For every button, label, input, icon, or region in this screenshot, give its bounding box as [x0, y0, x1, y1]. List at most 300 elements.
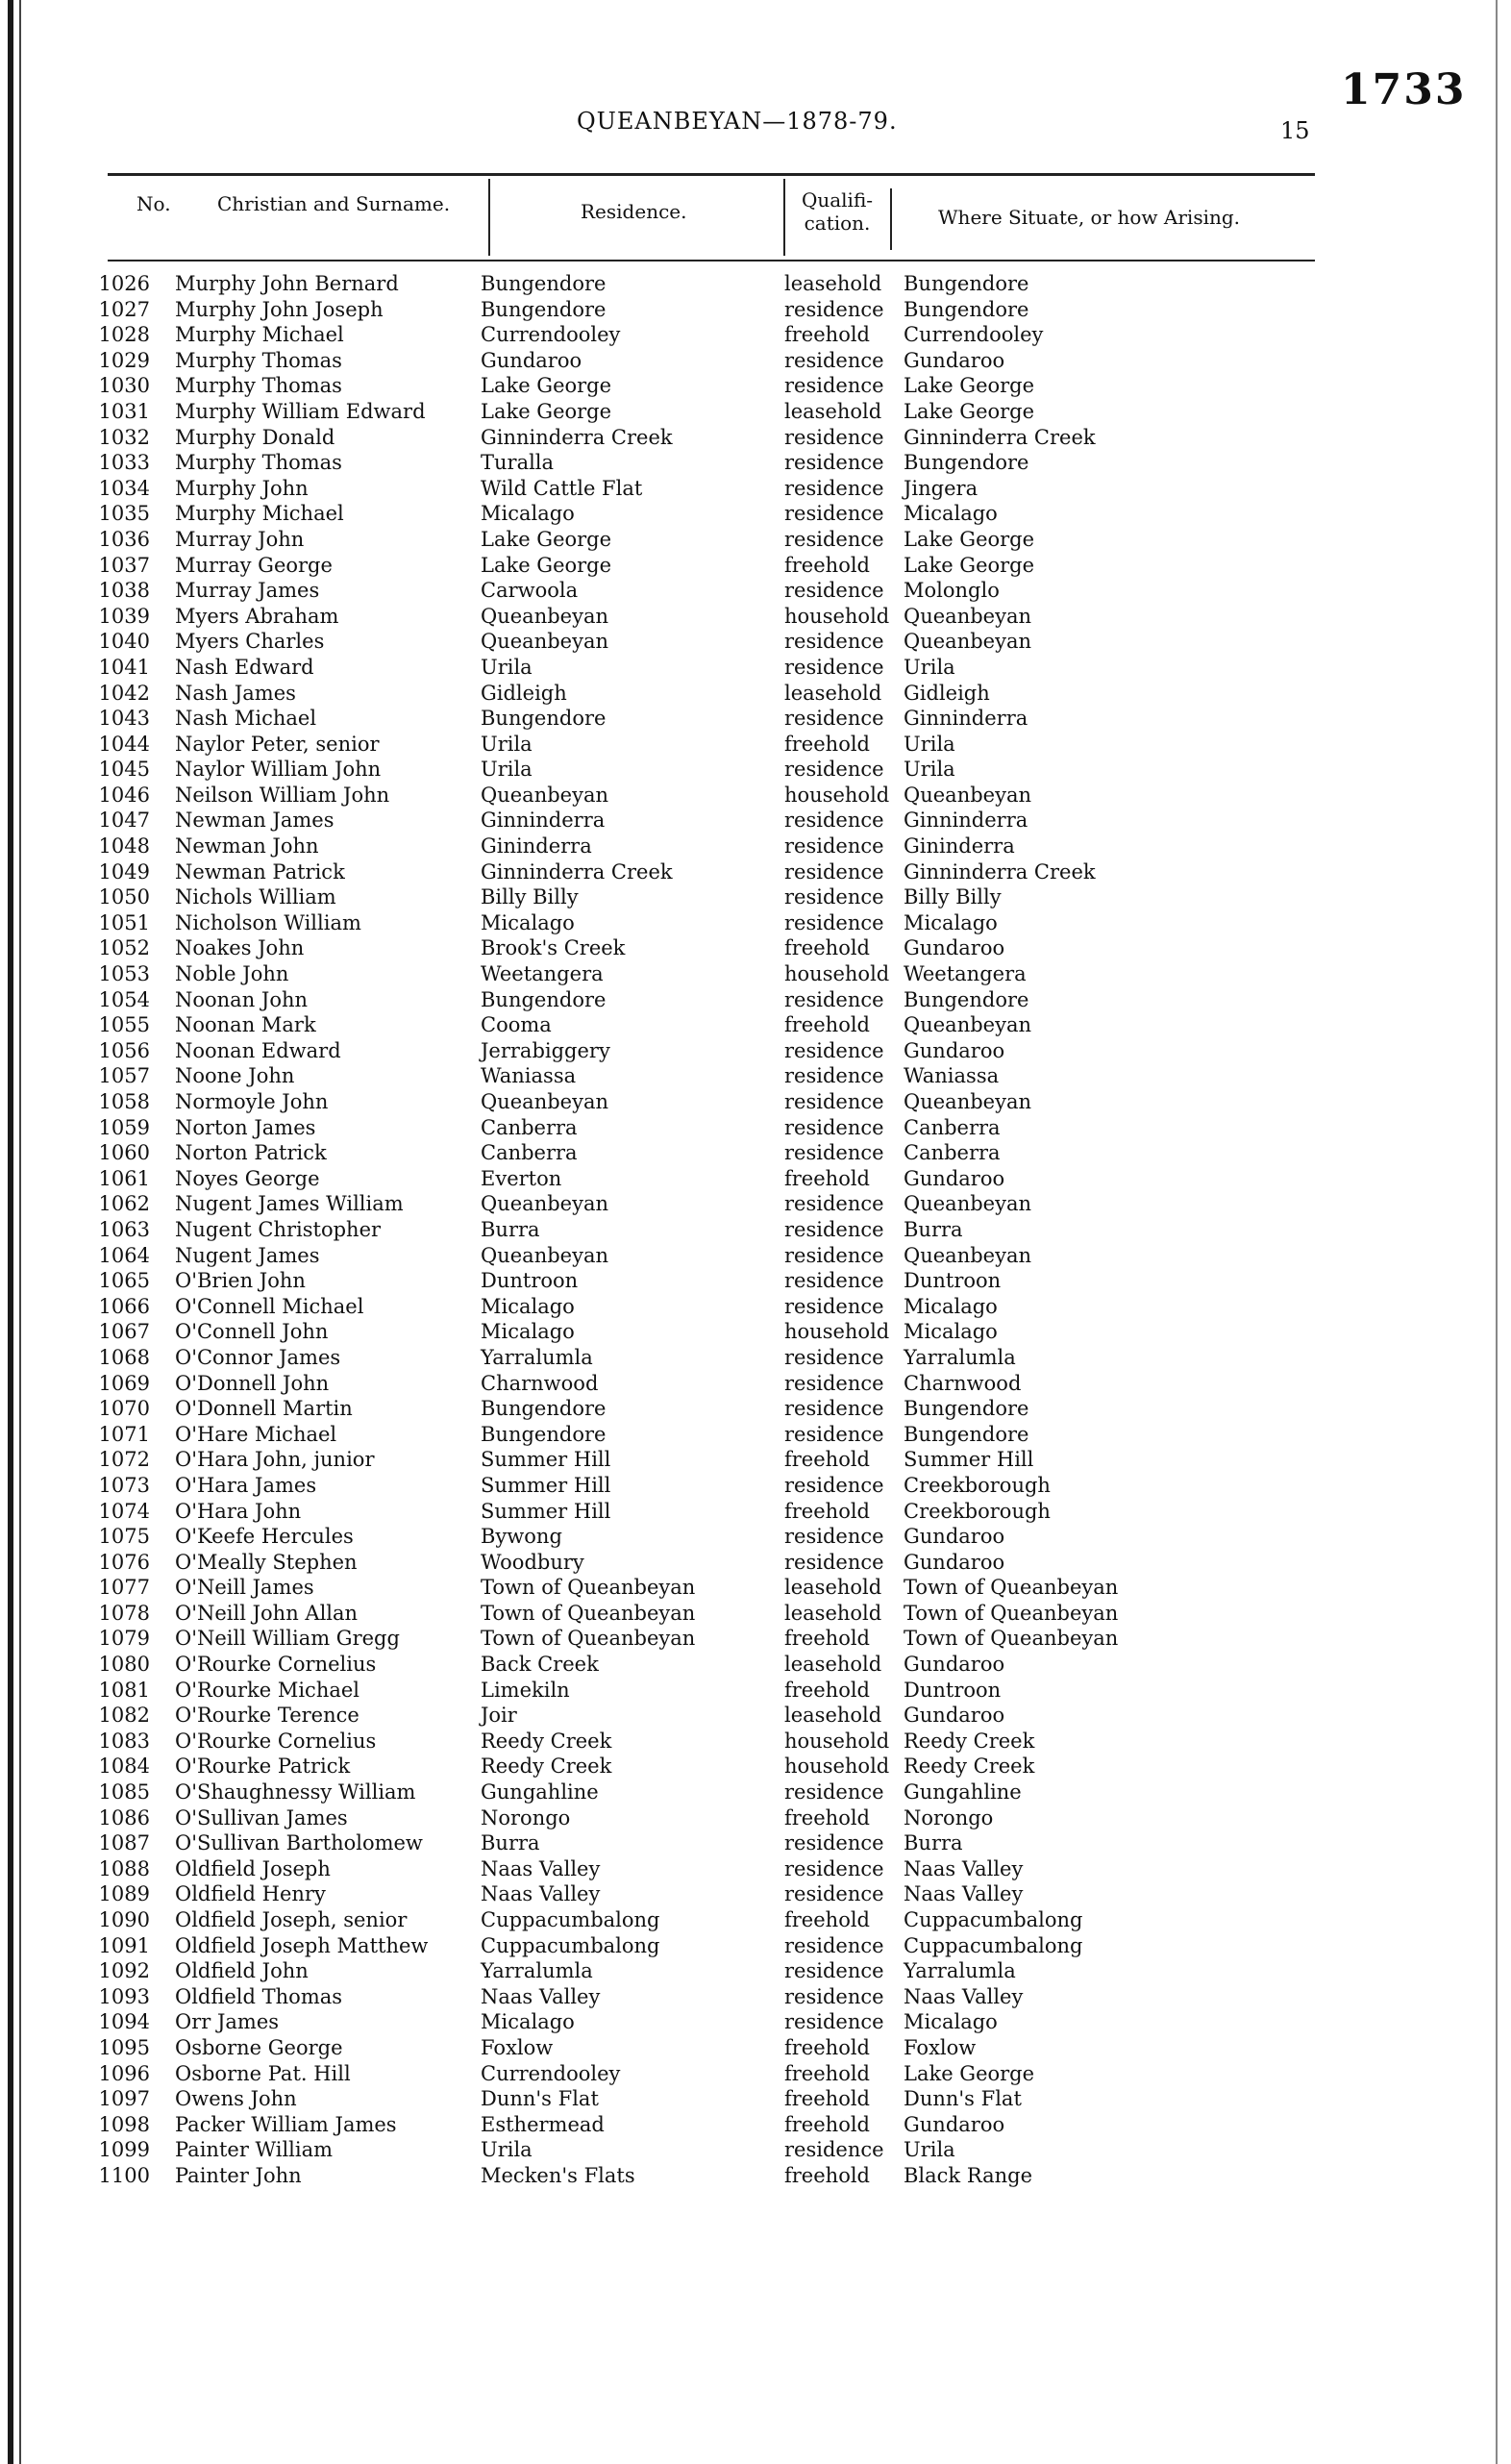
voter-residence: Town of Queanbeyan — [481, 1576, 696, 1600]
voter-residence: Micalago — [481, 910, 575, 934]
voter-residence: Burra — [481, 1831, 540, 1855]
voter-qualification: residence — [784, 1856, 884, 1880]
voter-residence: Reedy Creek — [481, 1729, 612, 1753]
qualification-location: Gundaroo — [904, 1704, 1005, 1728]
row-number: 1044 — [98, 732, 150, 756]
voter-qualification: residence — [784, 579, 884, 603]
voter-name: O'Rourke Cornelius — [175, 1653, 377, 1677]
voter-name: Packer William James — [175, 2112, 397, 2136]
voter-name: Oldfield Joseph — [175, 1856, 331, 1880]
qualification-location: Burra — [904, 1831, 963, 1855]
qualification-location: Cuppacumbalong — [904, 1908, 1083, 1931]
table-row — [96, 2061, 1298, 2087]
voter-qualification: freehold — [784, 2035, 870, 2059]
qualification-location: Currendooley — [904, 323, 1044, 347]
qualification-location: Town of Queanbeyan — [904, 1601, 1119, 1625]
voter-residence: Yarralumla — [481, 1345, 593, 1369]
voter-residence: Summer Hill — [481, 1499, 611, 1523]
voter-residence: Charnwood — [481, 1371, 599, 1395]
table-row — [96, 783, 1298, 809]
qualification-location: Town of Queanbeyan — [904, 1627, 1119, 1651]
voter-residence: Queanbeyan — [481, 1243, 608, 1267]
table-row — [96, 681, 1298, 707]
voter-qualification: residence — [784, 527, 884, 551]
table-row — [96, 1294, 1298, 1320]
qualification-location: Bungendore — [904, 451, 1029, 475]
voter-name: Osborne Pat. Hill — [175, 2061, 351, 2085]
table-row — [96, 604, 1298, 630]
row-number: 1047 — [98, 809, 150, 833]
qualification-location: Micalago — [904, 502, 998, 526]
voter-residence: Summer Hill — [481, 1448, 611, 1472]
row-number: 1073 — [98, 1473, 150, 1497]
row-number: 1037 — [98, 553, 150, 577]
row-number: 1043 — [98, 707, 150, 731]
table-row — [96, 1217, 1298, 1243]
row-number: 1098 — [98, 2112, 150, 2136]
table-row — [96, 1268, 1298, 1294]
table-row — [96, 1958, 1298, 1984]
voter-qualification: residence — [784, 1090, 884, 1113]
table-row — [96, 1243, 1298, 1269]
voter-qualification: residence — [784, 1064, 884, 1088]
qualification-location: Black Range — [904, 2163, 1033, 2187]
voter-residence: Ginninderra — [481, 809, 606, 833]
voter-residence: Woodbury — [481, 1550, 584, 1574]
header-divider-3 — [890, 188, 892, 250]
voter-residence: Cuppacumbalong — [481, 1933, 660, 1957]
voter-residence: Norongo — [481, 1805, 571, 1829]
voter-residence: Queanbeyan — [481, 604, 608, 628]
row-number: 1034 — [98, 476, 150, 500]
row-number: 1036 — [98, 527, 150, 551]
table-row — [96, 884, 1298, 910]
table-row — [96, 1012, 1298, 1038]
voter-qualification: freehold — [784, 936, 870, 960]
voter-qualification: residence — [784, 1397, 884, 1421]
table-row — [96, 1140, 1298, 1166]
table-row — [96, 1907, 1298, 1933]
row-number: 1080 — [98, 1653, 150, 1677]
table-row — [96, 1754, 1298, 1780]
qualification-location: Gidleigh — [904, 681, 990, 705]
voter-residence: Carwoola — [481, 579, 579, 603]
page-right-edge — [1496, 0, 1498, 2464]
voter-qualification: residence — [784, 502, 884, 526]
voter-residence: Back Creek — [481, 1653, 599, 1677]
voter-name: Nash Edward — [175, 655, 314, 679]
qualification-location: Ginninderra Creek — [904, 859, 1096, 884]
row-number: 1099 — [98, 2138, 150, 2162]
table-row — [96, 732, 1298, 758]
row-number: 1082 — [98, 1704, 150, 1728]
voter-qualification: residence — [784, 1038, 884, 1062]
voter-qualification: residence — [784, 1371, 884, 1395]
row-number: 1086 — [98, 1805, 150, 1829]
table-row — [96, 1115, 1298, 1141]
voter-qualification: freehold — [784, 1499, 870, 1523]
voter-qualification: freehold — [784, 2112, 870, 2136]
qualification-location: Gundaroo — [904, 1525, 1005, 1549]
row-number: 1064 — [98, 1243, 150, 1267]
voter-residence: Bungendore — [481, 1397, 607, 1421]
table-row — [96, 1830, 1298, 1856]
voter-name: Noble John — [175, 962, 289, 986]
voter-residence: Cuppacumbalong — [481, 1908, 660, 1931]
table-row — [96, 1729, 1298, 1755]
row-number: 1038 — [98, 579, 150, 603]
table-row — [96, 1984, 1298, 2010]
row-number: 1074 — [98, 1499, 150, 1523]
voter-qualification: residence — [784, 1141, 884, 1165]
voter-qualification: freehold — [784, 2061, 870, 2085]
voter-qualification: residence — [784, 1959, 884, 1983]
qualification-location: Molonglo — [904, 579, 1000, 603]
voter-name: Murphy John Bernard — [175, 272, 399, 295]
row-number: 1061 — [98, 1166, 150, 1190]
row-number: 1048 — [98, 834, 150, 859]
voter-qualification: leasehold — [784, 399, 882, 423]
qualification-location: Naas Valley — [904, 1856, 1024, 1880]
table-row — [96, 1626, 1298, 1652]
voter-name: Murphy Michael — [175, 323, 344, 347]
row-number: 1069 — [98, 1371, 150, 1395]
row-number: 1087 — [98, 1831, 150, 1855]
voter-residence: Bywong — [481, 1525, 562, 1549]
voter-residence: Urila — [481, 2138, 533, 2162]
row-number: 1071 — [98, 1422, 150, 1446]
row-number: 1030 — [98, 374, 150, 398]
qualification-location: Cuppacumbalong — [904, 1933, 1083, 1957]
table-row — [96, 1447, 1298, 1473]
qualification-location: Gundaroo — [904, 2112, 1005, 2136]
voter-qualification: residence — [784, 707, 884, 731]
voter-qualification: freehold — [784, 323, 870, 347]
table-row — [96, 935, 1298, 961]
voter-residence: Bungendore — [481, 1422, 607, 1446]
voter-residence: Micalago — [481, 2010, 575, 2034]
table-row — [96, 1678, 1298, 1704]
voter-residence: Naas Valley — [481, 1882, 601, 1906]
voter-qualification: residence — [784, 1550, 884, 1574]
voter-name: Murphy Thomas — [175, 348, 342, 372]
row-number: 1045 — [98, 758, 150, 782]
voter-name: O'Hara John — [175, 1499, 302, 1523]
voter-name: Noonan Edward — [175, 1038, 341, 1062]
qualification-location: Queanbeyan — [904, 630, 1031, 654]
voter-name: O'Hare Michael — [175, 1422, 337, 1446]
voter-residence: Reedy Creek — [481, 1755, 612, 1779]
voter-name: O'Rourke Patrick — [175, 1755, 351, 1779]
voter-qualification: leasehold — [784, 1653, 882, 1677]
voter-residence: Joir — [481, 1704, 517, 1728]
voter-name: O'Donnell Martin — [175, 1397, 353, 1421]
voter-name: O'Meally Stephen — [175, 1550, 358, 1574]
row-number: 1091 — [98, 1933, 150, 1957]
voter-residence: Town of Queanbeyan — [481, 1627, 696, 1651]
table-row — [96, 1063, 1298, 1089]
voter-qualification: freehold — [784, 1678, 870, 1702]
voter-residence: Micalago — [481, 1320, 575, 1344]
voter-name: Nugent James — [175, 1243, 320, 1267]
voter-name: O'Hara John, junior — [175, 1448, 375, 1472]
qualification-location: Duntroon — [904, 1269, 1002, 1293]
qualification-location: Yarralumla — [904, 1959, 1016, 1983]
voter-qualification: residence — [784, 885, 884, 909]
voter-qualification: household — [784, 962, 890, 986]
voter-name: Murphy Thomas — [175, 374, 342, 398]
voter-qualification: freehold — [784, 553, 870, 577]
voter-name: Murphy John — [175, 476, 309, 500]
table-row — [96, 450, 1298, 476]
row-number: 1046 — [98, 783, 150, 807]
qualification-location: Gundaroo — [904, 936, 1005, 960]
header-divider-2 — [783, 179, 785, 256]
voter-name: Nichols William — [175, 885, 336, 909]
voter-name: O'Keefe Hercules — [175, 1525, 354, 1549]
row-number: 1093 — [98, 1984, 150, 2008]
row-number: 1066 — [98, 1294, 150, 1318]
row-number: 1027 — [98, 297, 150, 321]
voter-qualification: residence — [784, 2010, 884, 2034]
table-row — [96, 1652, 1298, 1678]
voter-name: Oldfield John — [175, 1959, 309, 1983]
qualification-location: Lake George — [904, 2061, 1035, 2085]
page-title: QUEANBEYAN—1878-79. — [577, 108, 898, 135]
voter-name: Naylor Peter, senior — [175, 732, 380, 756]
voter-name: O'Connor James — [175, 1345, 341, 1369]
table-row — [96, 348, 1298, 374]
voter-name: O'Hara James — [175, 1473, 317, 1497]
qualification-location: Queanbeyan — [904, 604, 1031, 628]
qualification-location: Gininderra — [904, 834, 1015, 859]
voter-qualification: residence — [784, 758, 884, 782]
voter-name: O'Neill James — [175, 1576, 314, 1600]
voter-residence: Billy Billy — [481, 885, 579, 909]
voter-name: O'Connell Michael — [175, 1294, 364, 1318]
table-row — [96, 1473, 1298, 1499]
voter-qualification: household — [784, 1729, 890, 1753]
voter-name: Naylor William John — [175, 758, 382, 782]
row-number: 1094 — [98, 2010, 150, 2034]
voter-name: Orr James — [175, 2010, 280, 2034]
qualification-location: Lake George — [904, 399, 1035, 423]
qualification-location: Creekborough — [904, 1473, 1051, 1497]
voter-name: Noakes John — [175, 936, 305, 960]
row-number: 1065 — [98, 1269, 150, 1293]
qualification-location: Lake George — [904, 553, 1035, 577]
table-row — [96, 961, 1298, 987]
header-top-rule — [108, 173, 1315, 176]
voter-name: O'Rourke Cornelius — [175, 1729, 377, 1753]
qualification-location: Charnwood — [904, 1371, 1022, 1395]
table-row — [96, 1371, 1298, 1397]
qualification-location: Micalago — [904, 910, 998, 934]
row-number: 1085 — [98, 1780, 150, 1804]
table-row — [96, 834, 1298, 859]
row-number: 1040 — [98, 630, 150, 654]
voter-residence: Yarralumla — [481, 1959, 593, 1983]
table-row — [96, 425, 1298, 451]
voter-qualification: freehold — [784, 1448, 870, 1472]
voter-residence: Waniassa — [481, 1064, 577, 1088]
table-row — [96, 757, 1298, 783]
voter-name: Noyes George — [175, 1166, 320, 1190]
row-number: 1058 — [98, 1090, 150, 1113]
voter-qualification: residence — [784, 374, 884, 398]
row-number: 1096 — [98, 2061, 150, 2085]
voter-residence: Lake George — [481, 553, 612, 577]
qualification-location: Town of Queanbeyan — [904, 1576, 1119, 1600]
voter-residence: Bungendore — [481, 297, 607, 321]
voter-name: Osborne George — [175, 2035, 343, 2059]
qualification-location: Lake George — [904, 374, 1035, 398]
voter-qualification: residence — [784, 1294, 884, 1318]
qualification-location: Gundaroo — [904, 1550, 1005, 1574]
qualification-location: Foxlow — [904, 2035, 977, 2059]
voter-name: O'Connell John — [175, 1320, 329, 1344]
row-number: 1060 — [98, 1141, 150, 1165]
table-row — [96, 399, 1298, 425]
table-row — [96, 1575, 1298, 1601]
voter-residence: Lake George — [481, 527, 612, 551]
qualification-location: Naas Valley — [904, 1984, 1024, 2008]
qualification-location: Burra — [904, 1217, 963, 1241]
qualification-location: Lake George — [904, 527, 1035, 551]
voter-name: O'Brien John — [175, 1269, 306, 1293]
header-divider-1 — [488, 179, 490, 256]
row-number: 1097 — [98, 2087, 150, 2111]
row-number: 1026 — [98, 272, 150, 295]
table-row — [96, 297, 1298, 323]
table-row — [96, 1805, 1298, 1831]
table-row — [96, 1038, 1298, 1064]
voter-residence: Gungahline — [481, 1780, 599, 1804]
voter-qualification: leasehold — [784, 272, 882, 295]
row-number: 1062 — [98, 1192, 150, 1216]
voter-residence: Weetangera — [481, 962, 604, 986]
voter-qualification: residence — [784, 987, 884, 1011]
table-row — [96, 527, 1298, 553]
qualification-location: Queanbeyan — [904, 783, 1031, 807]
row-number: 1033 — [98, 451, 150, 475]
voter-qualification: residence — [784, 1933, 884, 1957]
row-number: 1055 — [98, 1013, 150, 1037]
voter-qualification: freehold — [784, 1908, 870, 1931]
voter-name: Nugent Christopher — [175, 1217, 382, 1241]
table-row — [96, 1166, 1298, 1192]
voter-name: Nicholson William — [175, 910, 361, 934]
voter-qualification: residence — [784, 1525, 884, 1549]
voter-qualification: residence — [784, 809, 884, 833]
header-name: Christian and Surname. — [217, 192, 451, 215]
voter-name: O'Shaughnessy William — [175, 1780, 416, 1804]
table-row — [96, 476, 1298, 502]
voter-residence: Esthermead — [481, 2112, 605, 2136]
voter-residence: Ginninderra Creek — [481, 425, 673, 449]
qualification-location: Urila — [904, 2138, 955, 2162]
voter-qualification: residence — [784, 348, 884, 372]
voter-residence: Dunn's Flat — [481, 2087, 599, 2111]
voter-name: O'Neill John Allan — [175, 1601, 359, 1625]
qualification-location: Micalago — [904, 2010, 998, 2034]
table-row — [96, 706, 1298, 732]
voter-residence: Lake George — [481, 399, 612, 423]
voter-qualification: residence — [784, 630, 884, 654]
voter-residence: Gidleigh — [481, 681, 567, 705]
voter-qualification: household — [784, 783, 890, 807]
row-number: 1042 — [98, 681, 150, 705]
row-number: 1057 — [98, 1064, 150, 1088]
voter-qualification: residence — [784, 1243, 884, 1267]
table-row — [96, 987, 1298, 1013]
row-number: 1068 — [98, 1345, 150, 1369]
table-row — [96, 2009, 1298, 2035]
voter-name: Murray John — [175, 527, 305, 551]
voter-residence: Gininderra — [481, 834, 592, 859]
voter-name: Oldfield Henry — [175, 1882, 326, 1906]
voter-qualification: residence — [784, 425, 884, 449]
voter-residence: Mecken's Flats — [481, 2163, 635, 2187]
row-number: 1092 — [98, 1959, 150, 1983]
voter-qualification: leasehold — [784, 1601, 882, 1625]
voter-residence: Urila — [481, 732, 533, 756]
table-row — [96, 2112, 1298, 2138]
qualification-location: Reedy Creek — [904, 1755, 1035, 1779]
electoral-roll-table — [96, 271, 1298, 2189]
row-number: 1083 — [98, 1729, 150, 1753]
row-number: 1035 — [98, 502, 150, 526]
voter-residence: Limekiln — [481, 1678, 570, 1702]
voter-name: Murray George — [175, 553, 333, 577]
table-row — [96, 2086, 1298, 2112]
row-number: 1054 — [98, 987, 150, 1011]
voter-qualification: freehold — [784, 1013, 870, 1037]
voter-name: Oldfield Joseph, senior — [175, 1908, 408, 1931]
row-number: 1067 — [98, 1320, 150, 1344]
table-row — [96, 1422, 1298, 1448]
voter-qualification: freehold — [784, 2087, 870, 2111]
header-qualification: Qualifi- cation. — [801, 188, 874, 235]
qualification-location: Creekborough — [904, 1499, 1051, 1523]
table-row — [96, 578, 1298, 604]
row-number: 1031 — [98, 399, 150, 423]
voter-qualification: residence — [784, 451, 884, 475]
voter-name: O'Neill William Gregg — [175, 1627, 400, 1651]
voter-name: Oldfield Thomas — [175, 1984, 343, 2008]
table-row — [96, 271, 1298, 297]
voter-qualification: freehold — [784, 1166, 870, 1190]
voter-name: Neilson William John — [175, 783, 390, 807]
voter-name: O'Sullivan Bartholomew — [175, 1831, 423, 1855]
voter-name: Murphy William Edward — [175, 399, 426, 423]
voter-residence: Queanbeyan — [481, 1192, 608, 1216]
table-row — [96, 2035, 1298, 2061]
voter-qualification: residence — [784, 1192, 884, 1216]
qualification-location: Urila — [904, 758, 955, 782]
table-row — [96, 859, 1298, 885]
row-number: 1032 — [98, 425, 150, 449]
row-number: 1100 — [98, 2163, 150, 2187]
voter-residence: Wild Cattle Flat — [481, 476, 643, 500]
row-number: 1063 — [98, 1217, 150, 1241]
row-number: 1051 — [98, 910, 150, 934]
voter-qualification: household — [784, 604, 890, 628]
voter-qualification: residence — [784, 1984, 884, 2008]
voter-qualification: residence — [784, 1831, 884, 1855]
table-row — [96, 1933, 1298, 1959]
row-number: 1059 — [98, 1115, 150, 1139]
